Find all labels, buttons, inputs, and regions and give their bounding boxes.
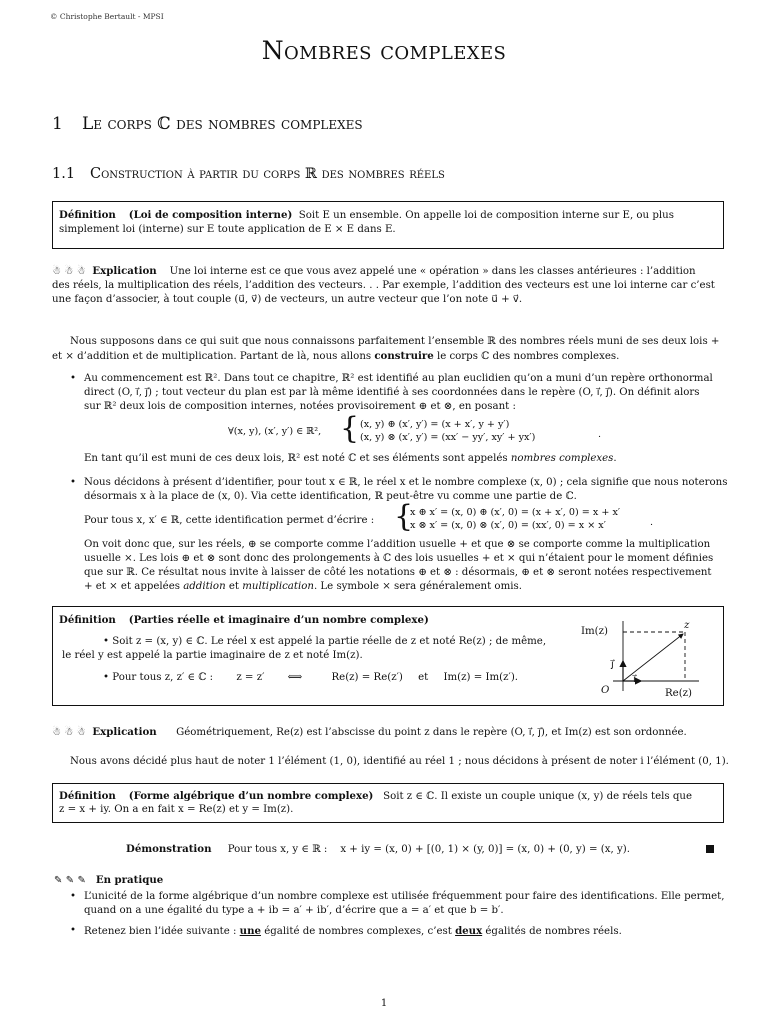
demonstration-equation: x + iy = (x, 0) + [(0, 1) × (y, 0)] = (x, 0) + (0, y) = (x, y). [340, 844, 630, 855]
pratique-b2-text: Retenez bien l’idée suivante : [84, 926, 240, 937]
section-title: Le corps ℂ des nombres complexes [82, 114, 363, 134]
subsection-title: Construction à partir du corps ℝ des nombres réels [90, 166, 445, 182]
definition-line-1: • Soit z = (x, y) ∈ ℂ. Le réel x est appelé la partie réelle de z et noté Re(z) ; de même, [103, 636, 547, 647]
intro-line-2: et × d’addition et de multiplication. Partant de là, nous allons [52, 351, 375, 362]
z-point-label: z [684, 620, 690, 631]
bullet-dot: • [70, 925, 77, 936]
bullet2-p-line-4: + et × et appelées [84, 581, 184, 592]
explication-line-1: Une loi interne est ce que vous avez appelé une « opération » dans les classes antérieures : l’addition [169, 266, 696, 277]
section-1-heading [52, 114, 363, 134]
bullet1-line-2: direct (O, ı⃗, ȷ⃗) ; tout vecteur du plan est par là même identifié à ses coordonnées dans le repère (O, ı⃗, ȷ⃗). On définit alors [84, 387, 700, 398]
bullet1-line-1: Au commencement est ℝ². Dans tout ce chapitre, ℝ² est identifié au plan euclidien qu’on a muni d’un repère orthonormal [84, 373, 713, 384]
definition-box-real-imaginary [52, 606, 724, 706]
bullet-dot: • [70, 891, 77, 902]
snowman-icon: ☃ ☃ ☃ [52, 266, 86, 277]
definition-line-2: le réel y est appelé la partie imaginaire de z et noté Im(z). [62, 650, 363, 661]
pratique-bullet-1 [70, 890, 725, 918]
bullet2-paragraph [84, 538, 724, 594]
explication-label: Explication [92, 265, 157, 277]
explication-label: Explication [92, 726, 157, 738]
bullet2-p-line-1: On voit donc que, sur les réels, ⊕ se comporte comme l’addition usuelle + et que ⊗ se comporte comme la multiplication [84, 539, 711, 550]
en-pratique-heading [54, 873, 163, 888]
identification-equation-2: x ⊗ x′ = (x, 0) ⊗ (x′, 0) = (xx′, 0) = x × x′ [410, 520, 606, 531]
bullet2-p-line-3: que sur ℝ. Ce résultat nous invite à laisser de côté les notations ⊕ et ⊗ : désormais, ⊕ et ⊗ seront notées respectivement [84, 567, 712, 578]
definition-name: (Forme algébrique d’un nombre complexe) [128, 790, 374, 802]
bullet1-line-4-text: En tant qu’il est muni de ces deux lois, ℝ² est noté ℂ et ses éléments sont appelés [84, 453, 511, 464]
re-equals: Re(z) = Re(z′) [331, 672, 403, 683]
explication-internal-law [52, 264, 720, 307]
demonstration-lead: Pour tous x, y ∈ ℝ : [227, 844, 328, 855]
subsection-1-1-heading [52, 167, 445, 181]
bullet1-line-3: sur ℝ² deux lois de composition internes, notées provisoirement ⊕ et ⊗, en posant : [84, 401, 516, 412]
pratique-bullet-2 [70, 924, 724, 939]
bullet2-p-line-2: usuelle ×. Les lois ⊕ et ⊗ sont donc des prolongements à ℂ des lois usuelles + et × qui n’étaient pour le moment définies [84, 553, 714, 564]
demonstration-label: Démonstration [126, 843, 212, 855]
paragraph-i-definition: Nous avons décidé plus haut de noter 1 l’élément (1, 0), identifié au réel 1 ; nous décidons à présent de noter i l’élément (0, 1). [70, 756, 729, 767]
bullet1-line-4-end: . [613, 453, 617, 464]
and-word: et [418, 672, 429, 683]
definition-label: Définition [59, 209, 116, 221]
bullet2-p-line-4-end: . Le symbole × sera généralement omis. [313, 581, 522, 592]
bullet1-line-4 [84, 452, 617, 466]
bullet-dot: • [70, 477, 77, 488]
definition-line-1 [59, 789, 692, 804]
term-multiplication: multiplication [242, 581, 314, 592]
emphasis-une: une [239, 925, 261, 937]
definition-line-2: z = x + iy. On a en fait x = Re(z) et y = Im(z). [59, 804, 294, 815]
definition-line-3 [103, 671, 518, 685]
j-vector-label: ȷ⃗ [611, 659, 614, 670]
law-equation-2: (x, y) ⊗ (x′, y′) = (xx′ − yy′, xy′ + yx′) [360, 432, 536, 443]
explication-text: Géométriquement, Re(z) est l’abscisse du point z dans le repère (O, ı⃗, ȷ⃗), et Im(z) est son ordonnée. [176, 727, 687, 738]
bullet-dot: • [70, 373, 77, 384]
explication-geometric [52, 725, 687, 740]
iff-symbol: ⟺ [287, 672, 303, 683]
vector-z [623, 634, 683, 681]
pratique-b1-line-1: L’unicité de la forme algébrique d’un nombre complexe est utilisée fréquemment pour faire des identifications. Elle permet, [84, 891, 725, 902]
bullet-r2-construction [70, 372, 724, 414]
bullet2-p-line-4-and: et [225, 581, 243, 592]
intro-construire: construire [374, 350, 434, 362]
term-nombres-complexes: nombres complexes [510, 453, 614, 464]
definition-box-algebraic-form [52, 783, 724, 823]
definition-name: (Parties réelle et imaginaire d’un nombre complexe) [128, 614, 429, 626]
i-vector-label: ı⃗ [633, 674, 636, 685]
definition-text [59, 208, 719, 237]
left-brace: { [394, 499, 414, 534]
pratique-b2-end: égalités de nombres réels. [482, 926, 622, 937]
page-header: © Christophe Bertault - MPSI [50, 12, 164, 21]
left-brace: { [340, 411, 360, 446]
identification-equation-end: . [650, 517, 654, 528]
explication-line-3: une façon d’associer, à tout couple (u⃗, v⃗) de vecteurs, un autre vecteur que l’on note u⃗ + v⃗. [52, 294, 523, 305]
im-equals: Im(z) = Im(z′). [443, 672, 519, 683]
section-number: 1 [52, 114, 63, 134]
term-addition: addition [183, 581, 226, 592]
intro-line-2-end: le corps ℂ des nombres complexes. [433, 351, 620, 362]
pencil-icon: ✎ ✎ ✎ [54, 875, 87, 886]
snowman-icon: ☃ ☃ ☃ [52, 727, 86, 738]
im-z-label: Im(z) [581, 626, 609, 637]
intro-paragraph [52, 335, 720, 364]
definition-line-2: simplement loi (interne) sur E toute application de E × E dans E. [59, 224, 396, 235]
bullet2-line-2: désormais x à la place de (x, 0). Via cette identification, ℝ peut-être vu comme une partie de ℂ. [84, 491, 577, 502]
explication-line-2: des réels, la multiplication des réels, l’addition des vecteurs. . . Par exemple, l’addition des vecteurs est une loi interne car c’est [52, 280, 715, 291]
identification-lead: Pour tous x, x′ ∈ ℝ, cette identification permet d’écrire : [84, 515, 375, 526]
en-pratique-label: En pratique [95, 874, 164, 886]
definition-box-internal-law [52, 201, 724, 249]
for-all-z: • Pour tous z, z′ ∈ ℂ : [103, 672, 214, 683]
definition-line-1: Soit E un ensemble. On appelle loi de composition interne sur E, ou plus [298, 210, 674, 221]
law-equation-1: (x, y) ⊕ (x′, y′) = (x + x′, y + y′) [360, 419, 510, 430]
demonstration [126, 842, 630, 857]
forall-label: ∀(x, y), (x′, y′) ∈ ℝ², [228, 426, 322, 437]
emphasis-deux: deux [455, 925, 483, 937]
bullet2-line-1: Nous décidons à présent d’identifier, pour tout x ∈ ℝ, le réel x et le nombre complexe (x, 0) ; cela signifie que nous noterons [84, 477, 728, 488]
page-number: 1 [380, 998, 388, 1009]
page-title: Nombres complexes [261, 36, 507, 65]
definition-label: Définition [59, 614, 116, 626]
qed-square-icon [706, 845, 714, 853]
origin-label: O [601, 685, 610, 696]
pratique-b1-line-2: quand on a une égalité du type a + ib = a′ + ib′, d’écrire que a = a′ et que b = b′. [84, 905, 504, 916]
identification-equation-1: x ⊕ x′ = (x, 0) ⊕ (x′, 0) = (x + x′, 0) = x + x′ [410, 507, 621, 518]
z-equals: z = z′ [236, 672, 265, 683]
definition-label: Définition [59, 790, 116, 802]
law-equation-end: . [598, 429, 602, 440]
subsection-number: 1.1 [52, 166, 76, 182]
re-z-label: Re(z) [665, 688, 693, 699]
definition-heading [59, 613, 429, 628]
pratique-b2-middle: égalité de nombres complexes, c’est [260, 926, 456, 937]
definition-text: Soit z ∈ ℂ. Il existe un couple unique (x, y) de réels tels que [383, 791, 693, 802]
intro-line-1: Nous supposons dans ce qui suit que nous connaissons parfaitement l’ensemble ℝ des nombres réels muni de ses deux lois + [70, 336, 720, 347]
definition-name: (Loi de composition interne) [128, 209, 293, 221]
